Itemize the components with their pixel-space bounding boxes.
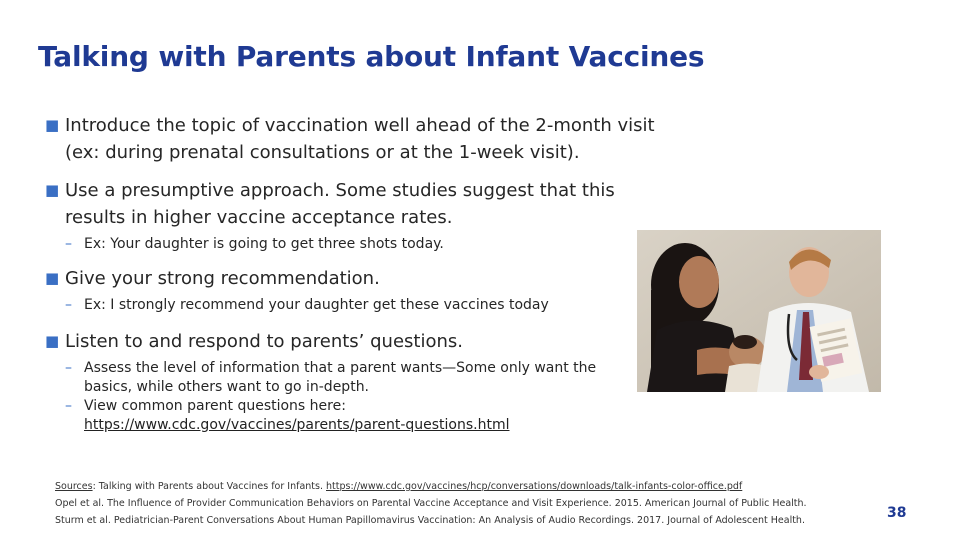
bullet-item — [45, 177, 665, 231]
parent-questions-link[interactable]: https://www.cdc.gov/vaccines/parents/parent-questions.html — [84, 417, 510, 433]
sub-bullet-item — [45, 296, 665, 315]
source-1-text: : Talking with Parents about Vaccines for Infants. — [92, 481, 326, 492]
sources-footnote — [55, 478, 855, 529]
source-line-1 — [55, 478, 855, 495]
bullet-list — [45, 112, 665, 435]
sub-bullet-text: Ex: I strongly recommend your daughter get these vaccines today — [84, 297, 549, 313]
sub-bullet-text: View common parent questions here: — [84, 398, 346, 414]
page-number: 38 — [887, 505, 907, 521]
bullet-item — [45, 112, 665, 166]
bullet-text: Use a presumptive approach. Some studies suggest that this results in higher vaccine acceptance rates. — [65, 180, 615, 228]
source-line-2: Opel et al. The Influence of Provider Communication Behaviors on Parental Vaccine Acceptance and Visit Experience. 2015. American Journal of Public Health. — [55, 498, 807, 509]
dash-bullet-icon: – — [65, 297, 72, 313]
source-1-link[interactable]: https://www.cdc.gov/vaccines/hcp/conversations/downloads/talk-infants-color-office.pdf — [326, 481, 743, 492]
sub-bullet-text: Assess the level of information that a parent wants—Some only want the basics, while others want to go in-depth. — [84, 360, 597, 395]
square-bullet-icon: ■ — [45, 116, 60, 134]
bullet-text: Listen to and respond to parents’ questions. — [65, 331, 463, 352]
bullet-text: Give your strong recommendation. — [65, 268, 380, 289]
bullet-item — [45, 328, 665, 355]
dash-bullet-icon: – — [65, 236, 72, 252]
slide-title: Talking with Parents about Infant Vaccines — [38, 40, 705, 73]
sources-label: Sources — [55, 481, 93, 492]
sub-bullet-item — [45, 235, 665, 254]
dash-bullet-icon: – — [65, 360, 72, 376]
sub-bullet-item — [45, 359, 644, 397]
sub-bullet-item — [45, 397, 665, 435]
doctor-parent-infant-photo — [637, 230, 881, 392]
bullet-text: Introduce the topic of vaccination well ahead of the 2-month visit (ex: during prenatal consultations or at the 1-week visit). — [65, 115, 655, 163]
dash-bullet-icon: – — [65, 398, 72, 414]
sub-bullet-text: Ex: Your daughter is going to get three shots today. — [84, 236, 444, 252]
square-bullet-icon: ■ — [45, 181, 60, 199]
bullet-item — [45, 265, 665, 292]
square-bullet-icon: ■ — [45, 332, 60, 350]
source-line-3: Sturm et al. Pediatrician-Parent Conversations About Human Papillomavirus Vaccination: An Analysis of Audio Recordings. 2017. Journal of Adolescent Health. — [55, 515, 805, 526]
square-bullet-icon: ■ — [45, 269, 60, 287]
